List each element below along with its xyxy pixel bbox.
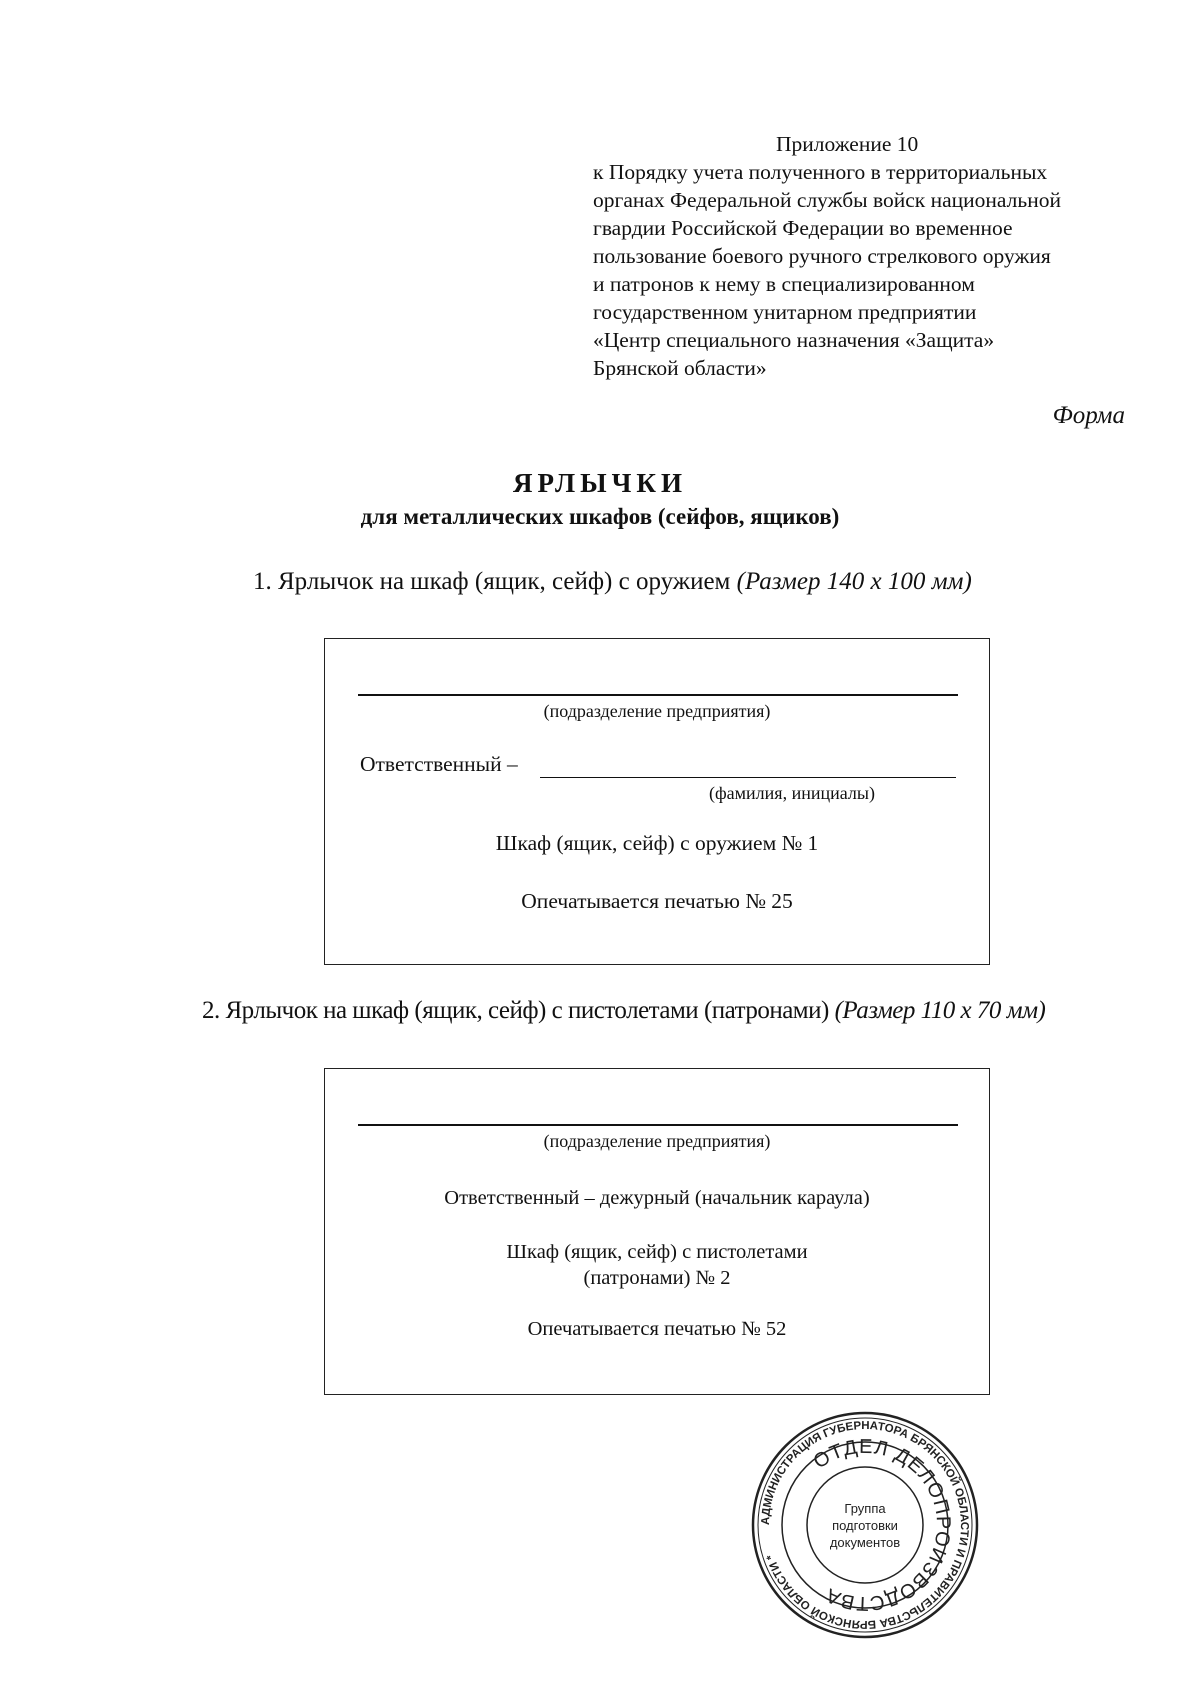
official-stamp bbox=[750, 1410, 980, 1640]
appendix-line: органах Федеральной службы войск национальной bbox=[593, 188, 1061, 212]
appendix-line: и патронов к нему в специализированном bbox=[593, 272, 975, 296]
label2-heading bbox=[202, 997, 1045, 1025]
appendix-line: пользование боевого ручного стрелкового оружия bbox=[593, 244, 1051, 268]
label2-size: (Размер 110 х 70 мм) bbox=[834, 997, 1046, 1024]
appendix-line: «Центр специального назначения «Защита» bbox=[593, 328, 995, 352]
cabinet-number: Шкаф (ящик, сейф) с оружием № 1 bbox=[495, 831, 819, 855]
form-label: Форма bbox=[1052, 402, 1125, 429]
cabinet-line-2: (патронами) № 2 bbox=[583, 1267, 731, 1289]
stamp-outer-text: АДМИНИСТРАЦИЯ ГУБЕРНАТОРА БРЯНСКОЙ ОБЛАСТИ И ПРАВИТЕЛЬСТВА БРЯНСКОЙ ОБЛАСТИ * bbox=[759, 1419, 971, 1631]
label1-heading-text: 1. Ярлычок на шкаф (ящик, сейф) с оружием bbox=[253, 568, 731, 595]
cabinet-line-1: Шкаф (ящик, сейф) с пистолетами bbox=[506, 1241, 808, 1263]
stamp-center-line: Группа bbox=[844, 1501, 886, 1516]
label1-heading bbox=[253, 568, 972, 596]
unit-caption: (подразделение предприятия) bbox=[543, 1131, 771, 1151]
document-subtitle: для металлических шкафов (сейфов, ящиков) bbox=[360, 504, 840, 529]
unit-line bbox=[358, 1124, 958, 1126]
appendix-line: гвардии Российской Федерации во временное bbox=[593, 216, 1013, 240]
appendix-block bbox=[593, 130, 1133, 382]
unit-caption: (подразделение предприятия) bbox=[543, 701, 771, 721]
appendix-line: к Порядку учета полученного в территориальных bbox=[593, 160, 1048, 184]
responsible-name-line bbox=[540, 777, 956, 778]
name-caption: (фамилия, инициалы) bbox=[709, 783, 875, 803]
responsible-label: Ответственный – bbox=[360, 752, 518, 776]
stamp-center-line: документов bbox=[829, 1535, 901, 1550]
label2-box bbox=[324, 1068, 990, 1395]
unit-line bbox=[358, 694, 958, 696]
responsible-text: Ответственный – дежурный (начальник караула) bbox=[444, 1187, 870, 1209]
label2-heading-text: 2. Ярлычок на шкаф (ящик, сейф) с пистолетами (патронами) bbox=[202, 997, 829, 1024]
appendix-title: Приложение 10 bbox=[776, 132, 919, 156]
stamp-center-line: подготовки bbox=[832, 1518, 898, 1533]
seal-number: Опечатывается печатью № 52 bbox=[527, 1318, 787, 1340]
appendix-line: государственном унитарном предприятии bbox=[593, 300, 977, 324]
appendix-line: Брянской области» bbox=[593, 356, 767, 380]
stamp-middle-text: ОТДЕЛ ДЕЛОПРОИЗВОДСТВА bbox=[809, 1435, 955, 1615]
label1-size: (Размер 140 х 100 мм) bbox=[736, 568, 972, 595]
label1-box bbox=[324, 638, 990, 965]
seal-number: Опечатывается печатью № 25 bbox=[521, 889, 793, 913]
document-title: ЯРЛЫЧКИ bbox=[513, 468, 687, 498]
